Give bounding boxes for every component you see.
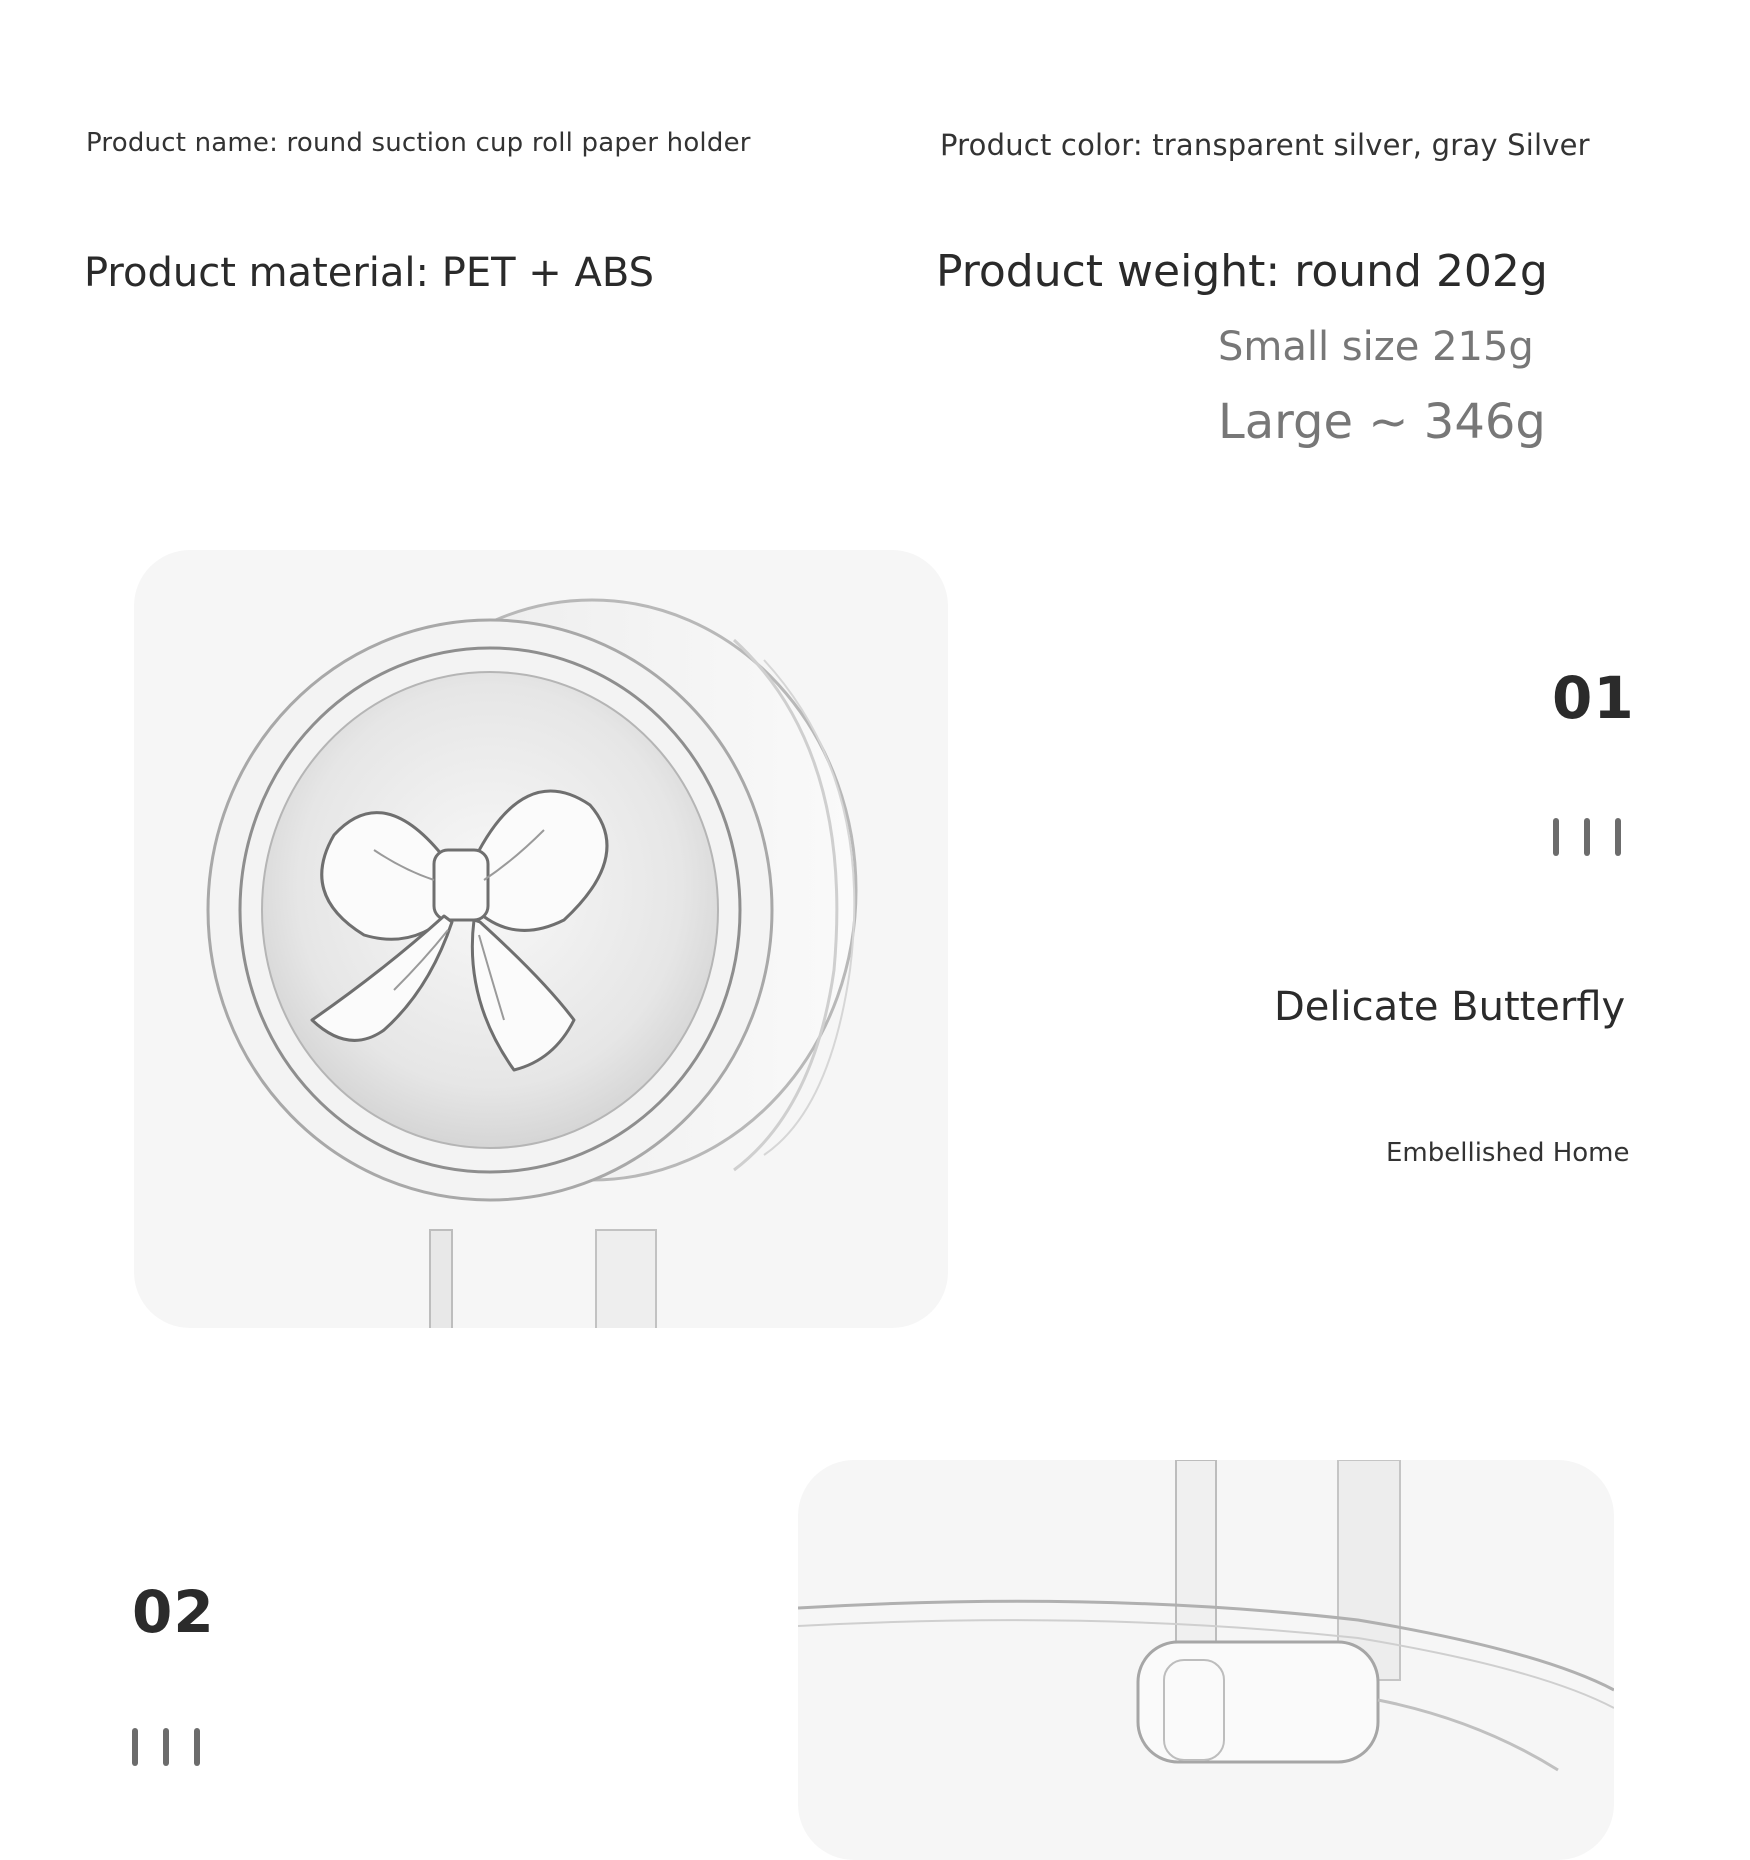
product-weight-small: Small size 215g [1218,324,1534,370]
product-name: Product name: round suction cup roll paper holder [86,128,751,158]
triple-vertical-bars-icon [132,1728,200,1766]
feature-number-01: 01 [1552,664,1635,732]
holder-closeup-illustration [798,1460,1614,1860]
feature-title-01: Delicate Butterfly [1274,984,1626,1030]
round-holder-illustration [134,550,948,1328]
product-weight-large: Large ~ 346g [1218,394,1546,450]
product-weight: Product weight: round 202g [936,246,1548,297]
product-color: Product color: transparent silver, gray Silver [940,128,1590,162]
feature-number-02: 02 [132,1578,215,1646]
triple-vertical-bars-icon [1553,818,1621,856]
product-image-holder-closeup [798,1460,1614,1860]
product-image-round-holder [134,550,948,1328]
product-material: Product material: PET + ABS [84,250,654,296]
feature-subtitle-01: Embellished Home [1386,1138,1630,1168]
